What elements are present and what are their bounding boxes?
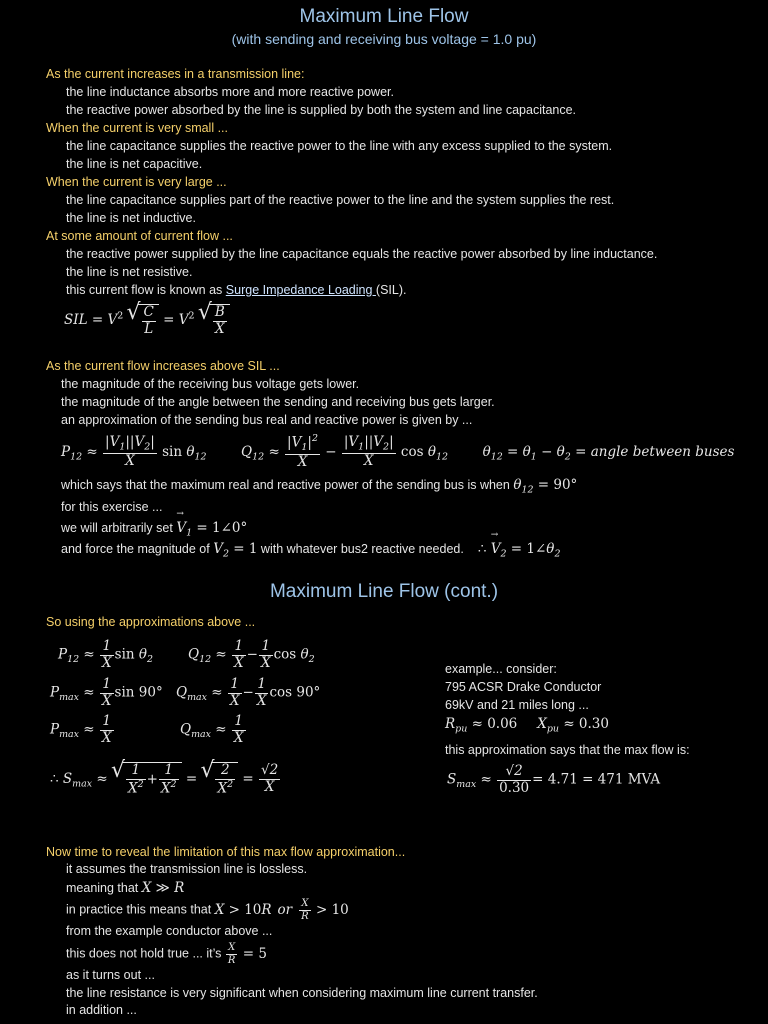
q12-formula: $Q_{12}$ ≈ $\frac{1}{X}$ − $\frac{1}{X}$ $\cos \theta_2$ — [188, 638, 315, 671]
power-approximation-formula: $P_{12}$ ≈ $\frac{|V_1||V_2|}{X}$ $\sin \theta_{12}$ $Q_{12}$ ≈ $\frac{|V_1|^2}{X}$ − $\frac{|V_1||V_2|}{X}$ $\cos \theta_{12}$ $\theta_{12} = \theta_1 - \theta_2$ = angle between buses — [61, 433, 735, 471]
text: which says that the maximum real and reactive power of the sending bus is when — [61, 478, 514, 492]
text-line: the reactive power absorbed by the line is supplied by both the system and line capacitance. — [66, 103, 577, 117]
text: this does not hold true ... it’s — [66, 946, 225, 961]
heading-some-current: At some amount of current flow ... — [46, 229, 233, 243]
text-line: the line capacitance supplies the reactive power to the line with any excess supplied to the system. — [66, 139, 613, 153]
heading-so-using: So using the approximations above ... — [46, 615, 256, 629]
heading-current-small: When the current is very small ... — [46, 121, 229, 135]
example-conductor: 795 ACSR Drake Conductor — [445, 680, 602, 694]
text-line: an approximation of the sending bus real and reactive power is given by ... — [61, 413, 473, 427]
pmax-result-formula: $P_{max}$ ≈ $\frac{1}{X}$ — [50, 713, 112, 746]
page2-title: Maximum Line Flow (cont.) — [269, 581, 499, 602]
example-intro: example... consider: — [445, 662, 557, 676]
text-line: as it turns out ... — [66, 968, 155, 982]
text-line-practice: in practice this means that X > 10R or $\frac{X}{R}$ > 10 — [66, 898, 349, 922]
text: (SIL). — [375, 283, 407, 297]
qmax-result-formula: $Q_{max}$ ≈ $\frac{1}{X}$ — [180, 713, 244, 746]
text-line: the line is net capacitive. — [66, 157, 203, 171]
text: we will arbitrarily set — [61, 521, 177, 535]
text: in practice this means that — [66, 902, 215, 917]
text-line-meaning: meaning that X ≫ R — [66, 880, 185, 896]
text-line: the line capacitance supplies part of the reactive power to the line and the system supplies the rest. — [66, 193, 615, 207]
p12-formula: $P_{12}$ ≈ $\frac{1}{X}$ $\sin \theta_2$ — [58, 638, 154, 671]
example-approximation: this approximation says that the max flow is: — [445, 743, 690, 757]
text-line: the line is net inductive. — [66, 211, 196, 225]
example-smax-formula: $S_{max}$ ≈ $\frac{√2}{0.30}$ = 4.71 = 471 MVA — [447, 763, 661, 796]
sil-link[interactable]: Surge Impedance Loading — [225, 283, 376, 297]
theta-description: angle between buses — [590, 443, 735, 460]
page-subtitle: (with sending and receiving bus voltage = 1.0 pu) — [231, 31, 537, 47]
text: meaning that — [66, 881, 142, 895]
text: and force the magnitude of — [61, 542, 214, 556]
page-title: Maximum Line Flow — [299, 6, 469, 27]
text-line: the line inductance absorbs more and more reactive power. — [66, 85, 394, 99]
text-line-force-v2: and force the magnitude of $V_2 = 1$ with whatever bus2 reactive needed. ∴ $V \to_2$ = $1\angle\theta_2$ — [61, 541, 560, 560]
text-line-sil — [66, 283, 406, 297]
text-line-ratio: this does not hold true ... it’s $\frac{X}{R}$ = 5 — [66, 942, 267, 966]
example-impedance: $R_{pu} \approx 0.06$ $X_{pu} \approx 0.30$ — [445, 716, 609, 735]
heading-limitation: Now time to reveal the limitation of this max flow approximation... — [46, 845, 406, 859]
text-line: the line resistance is very significant when considering maximum line current transfer. — [66, 986, 538, 1000]
xpu-value: 0.30 — [578, 716, 609, 732]
smax-result: = 4.71 = 471 MVA — [532, 771, 661, 788]
text-line: the magnitude of the angle between the sending and receiving bus gets larger. — [61, 395, 495, 409]
heading-current-large: When the current is very large ... — [46, 175, 227, 189]
pmax-formula: $P_{max}$ ≈ $\frac{1}{X}$ sin 90° — [50, 676, 163, 709]
text-line: it assumes the transmission line is lossless. — [66, 862, 308, 876]
text-line-set-v1: we will arbitrarily set $V \to_1$ = 1∠0° — [61, 520, 247, 539]
text-line: the magnitude of the receiving bus voltage gets lower. — [61, 377, 360, 391]
rpu-value: 0.06 — [487, 716, 518, 732]
sil-formula: SIL = $V^2$ √ $\frac{C}{L}$ = $V^2$ √ $\frac{B}{X}$ — [64, 304, 230, 337]
qmax-formula: $Q_{max}$ ≈ $\frac{1}{X}$ − $\frac{1}{X}$ cos 90° — [176, 676, 321, 709]
text: this current flow is known as — [66, 283, 226, 297]
text-line: the line is net resistive. — [66, 265, 193, 279]
text-line-max-power: which says that the maximum real and reactive power of the sending bus is when $\theta_{12} = 90^\circ$ — [61, 477, 578, 496]
example-line-spec: 69kV and 21 miles long ... — [445, 698, 589, 712]
text: with whatever bus2 reactive needed. — [257, 542, 464, 556]
text-line: in addition ... — [66, 1003, 137, 1017]
text-line: for this exercise ... — [61, 500, 163, 514]
smax-formula: ∴ $S_{max}$ ≈ √ $\frac{1}{X^2}$ + $\frac{1}{X^2}$ = √ $\frac{2}{X^2}$ = $\frac{√2}{X}$ — [50, 762, 281, 797]
text-line: the reactive power supplied by the line capacitance equals the reactive power absorbed by line inductance. — [66, 247, 658, 261]
heading-current-increases: As the current increases in a transmission line: — [46, 67, 305, 81]
text-line: from the example conductor above ... — [66, 924, 273, 938]
heading-above-sil: As the current flow increases above SIL ... — [46, 359, 280, 373]
